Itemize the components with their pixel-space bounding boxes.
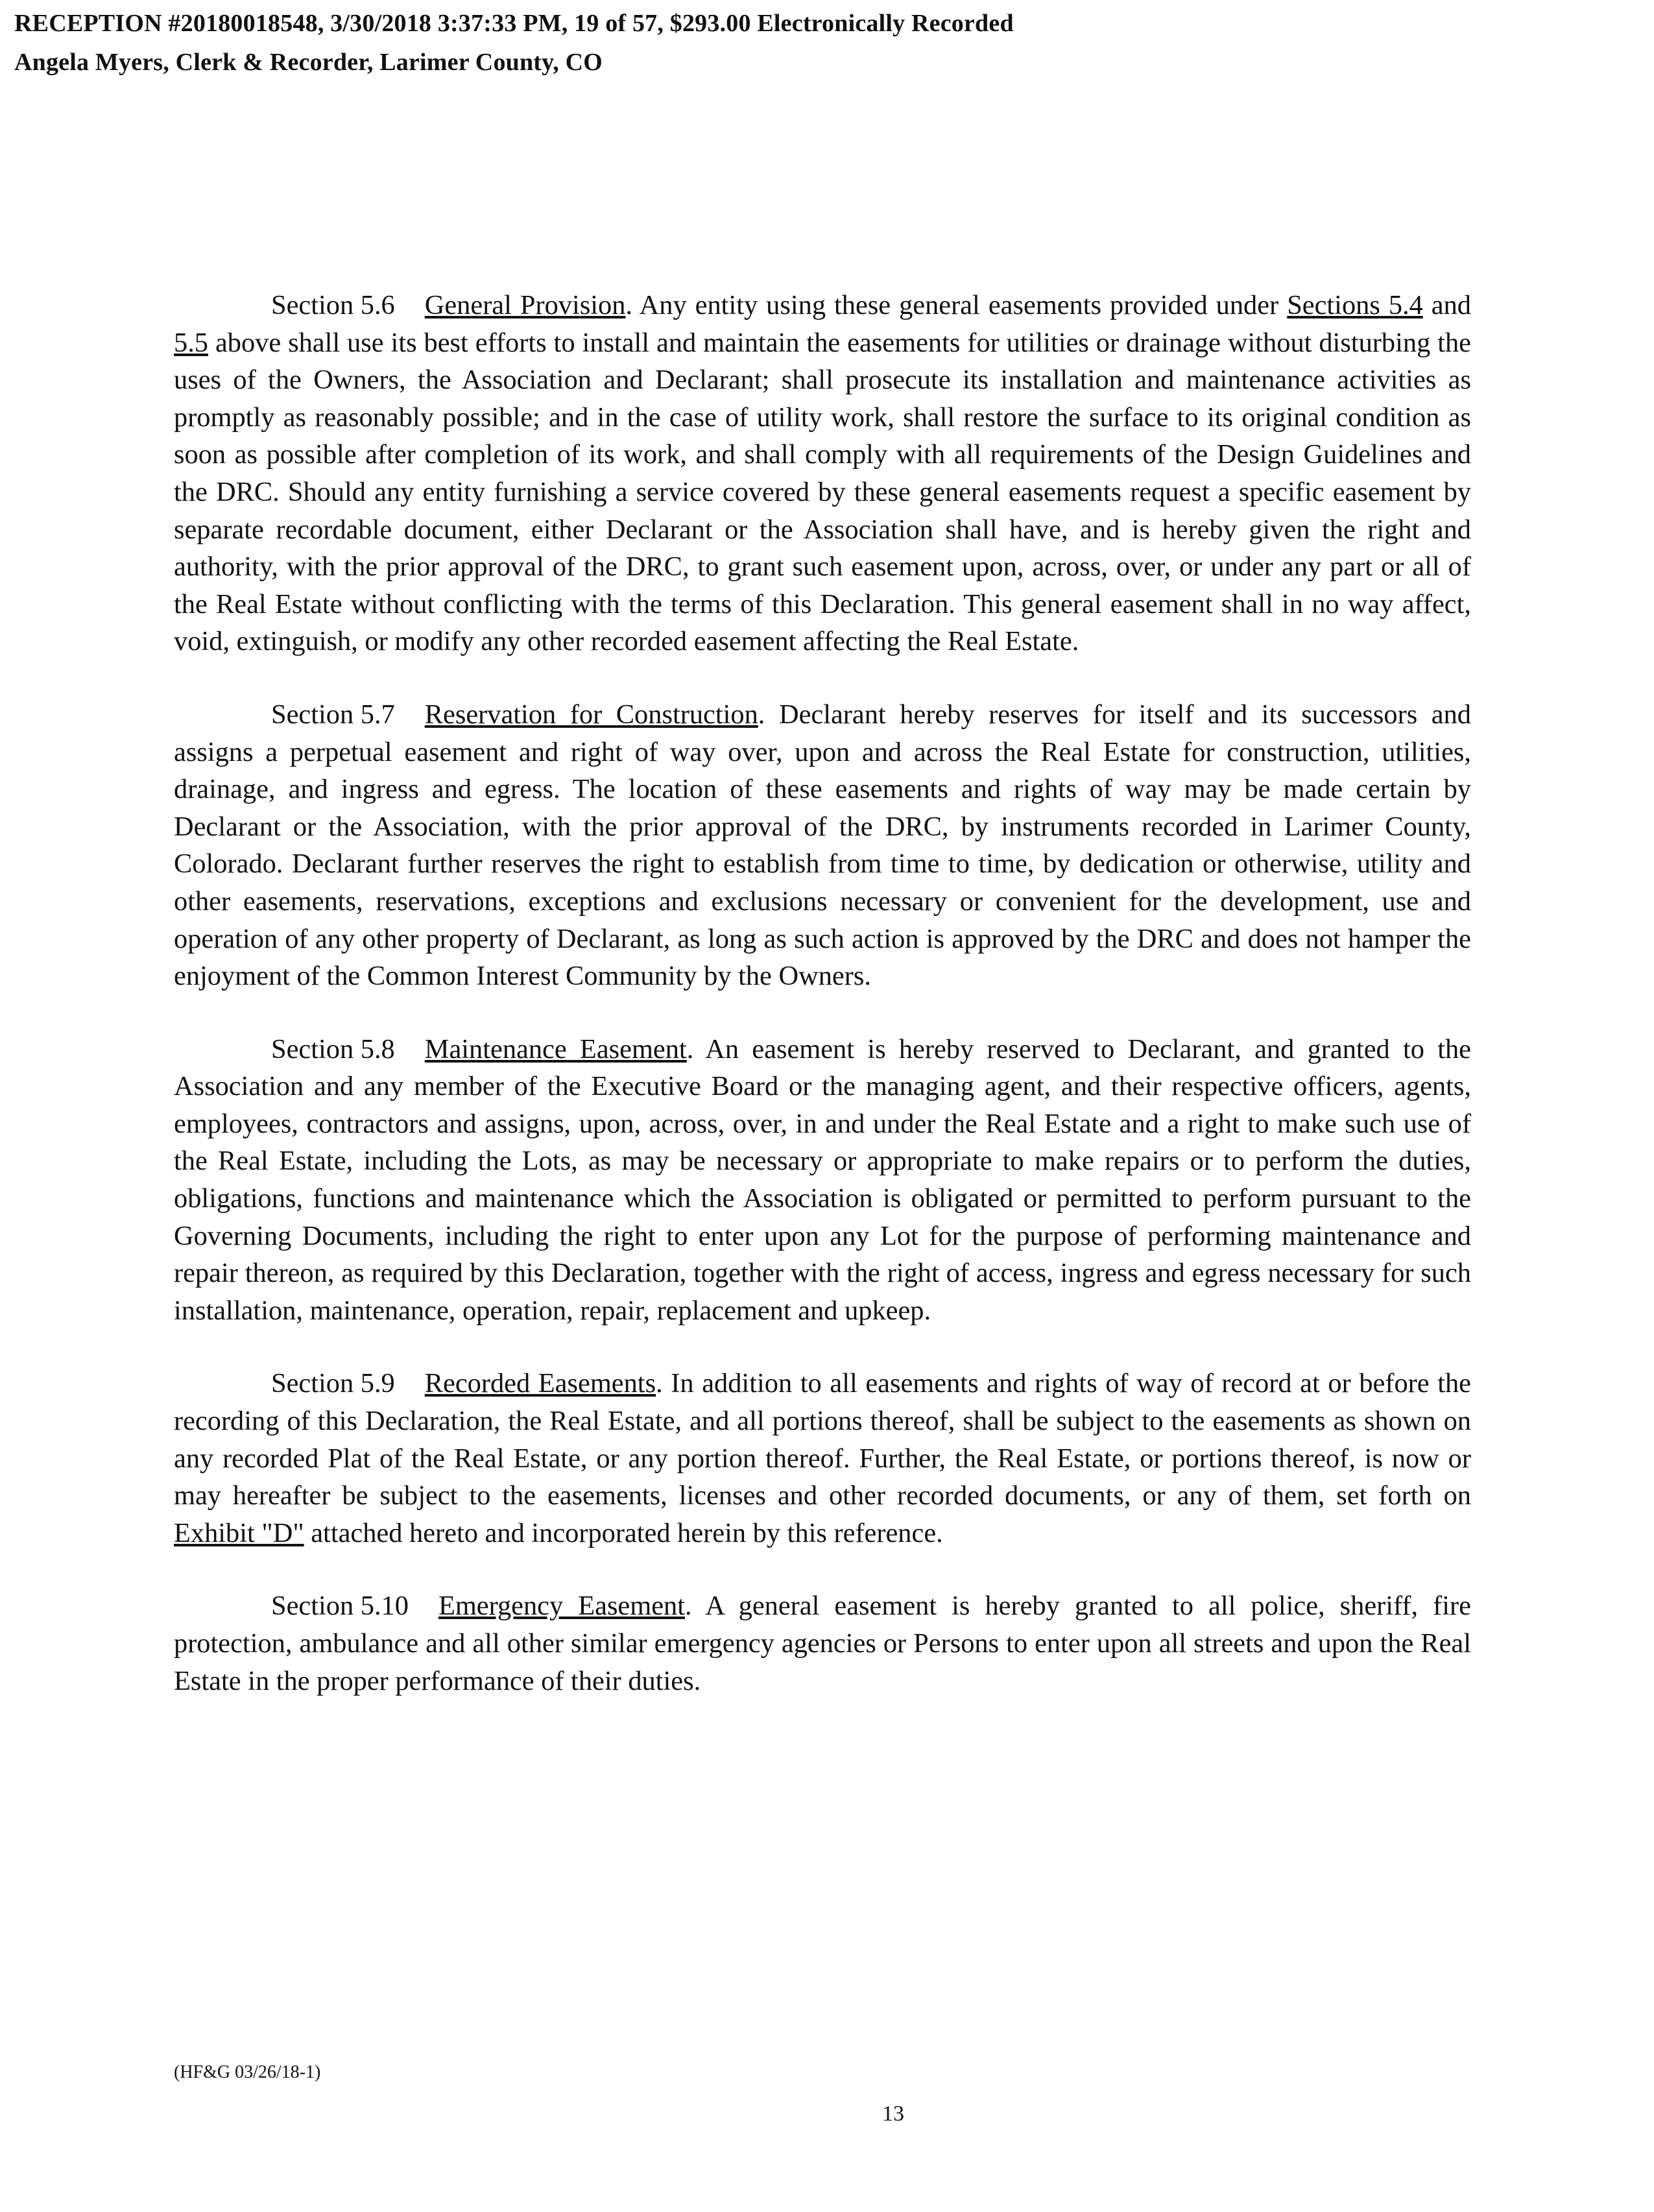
- section-title: Maintenance Easement: [424, 1033, 687, 1064]
- section-text: . Any entity using these general easements provided under: [625, 290, 1288, 320]
- section-number: Section 5.7: [271, 699, 395, 730]
- recording-stamp: [14, 4, 1312, 82]
- section-5-8: [174, 1031, 1471, 1330]
- section-5-6: [174, 287, 1471, 660]
- section-text: above shall use its best efforts to install and maintain the easements for utilities or drainage without disturbing the uses of the Owners, the Association and Declarant; shall prosecute its installation and maintenance activities as promptly as reasonably possible; and in the case of utility work, shall restore the surface to its original condition as soon as possible after completion of its work, and shall comply with all requirements of the Design Guidelines and the DRC. Should any entity furnishing a service covered by these general easements request a specific easement by separate recordable document, either Declarant or the Association shall have, and is hereby given the right and authority, with the prior approval of the DRC, to grant such easement upon, across, over, or under any part or all of the Real Estate without conflicting with the terms of this Declaration. This general easement shall in no way affect, void, extinguish, or modify any other recorded easement affecting the Real Estate.: [174, 327, 1471, 657]
- section-reference: Exhibit "D": [174, 1517, 304, 1548]
- section-text: . A general easement is hereby granted to all police, sheriff, fire protection, ambulance and all other similar emergency agencies or Persons to enter upon all streets and upon the Real Estate in the proper performance of their duties.: [174, 1591, 1471, 1696]
- section-text: . In addition to all easements and rights of way of record at or before the recording of this Declaration, the Real Estate, and all portions thereof, shall be subject to the easements as shown on any recorded Plat of the Real Estate, or any portion thereof. Further, the Real Estate, or portions thereof, is now or may hereafter be subject to the easements, licenses and other recorded documents, or any of them, set forth on: [174, 1368, 1471, 1511]
- section-reference: Sections 5.4: [1287, 290, 1423, 320]
- section-title: General Provision: [424, 290, 626, 320]
- section-5-7: [174, 696, 1471, 995]
- section-title: Emergency Easement: [438, 1591, 686, 1622]
- page-number: 13: [882, 2102, 904, 2126]
- section-number: Section 5.10: [271, 1591, 409, 1622]
- section-number: Section 5.8: [271, 1033, 395, 1064]
- section-text: . An easement is hereby reserved to Declarant, and granted to the Association and any member of the Executive Board or the managing agent, and their respective officers, agents, employees, contractors and assigns, upon, across, over, in and under the Real Estate and a right to make such use of the Real Estate, including the Lots, as may be necessary or appropriate to make repairs or to perform the duties, obligations, functions and maintenance which the Association is obligated or permitted to perform pursuant to the Governing Documents, including the right to enter upon any Lot for the purpose of performing maintenance and repair thereon, as required by this Declaration, together with the right of access, ingress and egress necessary for such installation, maintenance, operation, repair, replacement and upkeep.: [174, 1033, 1471, 1326]
- recording-reception-line: RECEPTION #20180018548, 3/30/2018 3:37:33 PM, 19 of 57, $293.00 Electronically Recorded: [14, 10, 1014, 37]
- section-text: . Declarant hereby reserves for itself and its successors and assigns a perpetual easement and right of way over, upon and across the Real Estate for construction, utilities, drainage, and ingress and egress. The location of these easements and rights of way may be made certain by Declarant or the Association, with the prior approval of the DRC, by instruments recorded in Larimer County, Colorado. Declarant further reserves the right to establish from time to time, by dedication or otherwise, utility and other easements, reservations, exceptions and exclusions necessary or convenient for the development, use and operation of any other property of Declarant, as long as such action is approved by the DRC and does not hamper the enjoyment of the Common Interest Community by the Owners.: [174, 699, 1471, 992]
- document-body: [174, 287, 1471, 1700]
- document-code: (HF&G 03/26/18-1): [174, 2062, 321, 2082]
- section-text: and: [1422, 290, 1472, 320]
- section-number: Section 5.9: [271, 1368, 395, 1399]
- section-5-9: [174, 1365, 1471, 1552]
- section-5-10: [174, 1587, 1471, 1700]
- section-text: attached hereto and incorporated herein by this reference.: [304, 1517, 943, 1548]
- section-title: Reservation for Construction: [424, 699, 758, 730]
- section-number: Section 5.6: [271, 290, 395, 320]
- recording-clerk-line: Angela Myers, Clerk & Recorder, Larimer County, CO: [14, 49, 603, 76]
- section-reference: 5.5: [174, 327, 208, 358]
- section-title: Recorded Easements: [424, 1368, 656, 1399]
